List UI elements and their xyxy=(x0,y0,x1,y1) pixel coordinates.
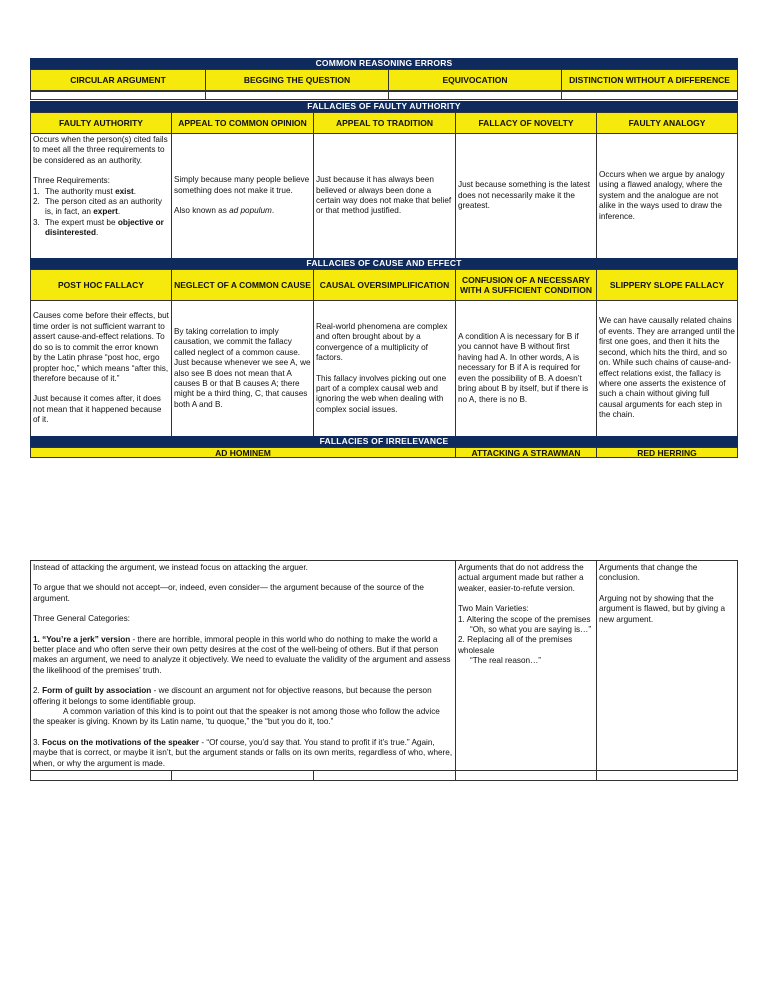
confusion-p: A condition A is necessary for B if you cannot have B without first having had A. In other words, A is necessary for B if A is required for even the possibility of B. A doesn’t bring about B by itself, but if there is no A, there is no B. xyxy=(458,332,589,404)
tradition-p: Just because it has always been believed or always been done a certain way does not make that belief or that method justified. xyxy=(316,175,452,216)
ah-cat-2: 2. Form of guilt by association - we discount an argument not for objective reasons, but because the person offering it belongs to some identifiable group. xyxy=(33,686,432,706)
header-fallacy-novelty: FALLACY OF NOVELTY xyxy=(455,112,597,134)
section-band-faulty-authority xyxy=(30,101,738,112)
rh-p2: Arguing not by showing that the argument is flawed, but by giving a new argument. xyxy=(599,593,726,624)
appeal-tradition-text xyxy=(313,133,456,259)
rh-p1: Arguments that change the conclusion. xyxy=(599,563,698,583)
header-slippery-slope: SLIPPERY SLOPE FALLACY xyxy=(596,269,738,301)
sm-v1: 1. Altering the scope of the premises xyxy=(458,614,591,624)
aco-p2: Also known as ad populum. xyxy=(174,206,275,216)
appeal-common-opinion-text xyxy=(171,133,314,259)
slippery-p: We can have causally related chains of events. They are arranged until the first one goes, and then it hits the second, which hits the third, and so on. While such chains of cause-and-effect relations exist, the fallacy is where one asserts the existence of such a chain without giving full causal arguments for each step in the chain. xyxy=(599,316,735,420)
slippery-slope-text xyxy=(596,300,738,437)
header-equivocation: EQUIVOCATION xyxy=(388,69,562,91)
causal-p1: Real-world phenomena are complex and often brought about by a convergence of a multiplicity of factors. xyxy=(316,321,448,363)
header-distinction-without-difference: DISTINCTION WITHOUT A DIFFERENCE xyxy=(561,69,738,91)
header-circular-argument: CIRCULAR ARGUMENT xyxy=(30,69,206,91)
header-attacking-strawman: ATTACKING A STRAWMAN xyxy=(455,447,597,458)
sm-p2: Two Main Varieties: xyxy=(458,604,529,614)
post-hoc-p2: Just because it comes after, it does not mean that it happened because of it. xyxy=(33,394,162,425)
fa-req-2: 2. The person cited as an authority is, in fact, an expert. xyxy=(33,197,162,217)
header-begging-the-question: BEGGING THE QUESTION xyxy=(205,69,389,91)
fallacy-novelty-text xyxy=(455,133,597,259)
fa-req-3: 3. The expert must be objective or disinterested. xyxy=(33,217,164,238)
causal-oversimplification-text xyxy=(313,300,456,437)
header-neglect-common-cause: NEGLECT OF A COMMON CAUSE xyxy=(171,269,314,301)
aco-p1: Simply because many people believe something does not make it true. xyxy=(174,175,310,195)
page-title: COMMON REASONING ERRORS xyxy=(315,58,453,68)
header-post-hoc: POST HOC FALLACY xyxy=(30,269,172,301)
empty-cell xyxy=(596,770,738,781)
header-faulty-authority: FAULTY AUTHORITY xyxy=(30,112,172,134)
ah-cat-2-variation: A common variation of this kind is to point out that the speaker is not among those who follow the advice the speaker is giving. Known by its Latin name, ‘tu quoque,” the “but you do it, too.” xyxy=(33,707,440,727)
ah-p2: To argue that we should not accept—or, indeed, even consider— the argument because of the source of the argument. xyxy=(33,583,424,603)
post-hoc-p1: Causes come before their effects, but time order is not sufficient warrant to assert cause-and-effect relations. To do so is to commit the error known by the Latin phrase “post hoc, ergo propter hoc,” which means “after this, therefore because of it.” xyxy=(33,311,169,383)
neglect-common-cause-text xyxy=(171,300,314,437)
section-title: FALLACIES OF FAULTY AUTHORITY xyxy=(307,101,461,111)
post-hoc-text xyxy=(30,300,172,437)
section-band-irrelevance xyxy=(30,436,738,447)
red-herring-text xyxy=(596,560,738,771)
analogy-p: Occurs when we argue by analogy using a flawed analogy, where the system and the analogue are not alike in the ways used to draw the inference. xyxy=(599,169,725,221)
empty-cell xyxy=(313,770,456,781)
empty-cell xyxy=(205,91,389,100)
empty-cell xyxy=(30,91,206,100)
section-title: FALLACIES OF CAUSE AND EFFECT xyxy=(306,258,462,268)
header-red-herring: RED HERRING xyxy=(596,447,738,458)
confusion-text xyxy=(455,300,597,437)
fa-req-title: Three Requirements: xyxy=(33,176,110,186)
sm-q2: “The real reason…” xyxy=(470,656,541,666)
ah-p3: Three General Categories: xyxy=(33,614,130,624)
ah-p1: Instead of attacking the argument, we instead focus on attacking the arguer. xyxy=(33,563,308,572)
page-title-band xyxy=(30,58,738,69)
ah-cat-1: 1. “You’re a jerk” version - there are horrible, immoral people in this world who do nothing to make the world a better place and who often serve their own petty desires at the cost of the well-being of others. But if that person makes an argument, we need to analyze it objectively. We need to evaluate the validity of the argument and assess the likelihood of the premises’ truth. xyxy=(33,634,451,675)
section-title: FALLACIES OF IRRELEVANCE xyxy=(319,436,449,446)
sm-p1: Arguments that do not address the actual argument made but rather a weaker, easier-to-refute version. xyxy=(458,563,584,593)
neglect-p: By taking correlation to imply causation, we commit the fallacy called neglect of a common cause. Just because whenever we see A, we also see B does not mean that A causes B or that B causes A; there might be a third thing, C, that causes both A and B. xyxy=(174,326,311,409)
ad-hominem-text xyxy=(30,560,456,771)
strawman-text xyxy=(455,560,597,771)
empty-cell xyxy=(455,770,597,781)
header-ad-hominem: AD HOMINEM xyxy=(30,447,456,458)
fa-req-1: 1. The authority must exist. xyxy=(33,186,137,196)
empty-cell xyxy=(30,770,172,781)
causal-p2: This fallacy involves picking out one part of a complex causal web and ignoring the web when dealing with complex social issues. xyxy=(316,373,447,414)
header-appeal-common-opinion: APPEAL TO COMMON OPINION xyxy=(171,112,314,134)
header-causal-oversimplification: CAUSAL OVERSIMPLIFICATION xyxy=(313,269,456,301)
faulty-authority-text xyxy=(30,133,172,259)
sm-q1: “Oh, so what you are saying is…” xyxy=(470,625,592,635)
sm-v2: 2. Replacing all of the premises wholesale xyxy=(458,635,573,655)
empty-cell xyxy=(171,770,314,781)
ah-cat-3: 3. Focus on the motivations of the speaker - “Of course, you’d say that. You stand to profit if it’s true.” Again, maybe that is correct, or maybe it isn’t, but the argument stands or falls on its own merits, regardless of who, where, when, or why the argument is made. xyxy=(33,737,453,768)
empty-cell xyxy=(561,91,738,100)
header-confusion-necessary-sufficient: CONFUSION OF A NECESSARY WITH A SUFFICIENT CONDITION xyxy=(455,269,597,301)
header-faulty-analogy: FAULTY ANALOGY xyxy=(596,112,738,134)
empty-cell xyxy=(388,91,562,100)
faulty-analogy-text xyxy=(596,133,738,259)
fa-intro: Occurs when the person(s) cited fails to meet all the three requirements to be considered as an authority. xyxy=(33,135,168,165)
section-band-cause-effect xyxy=(30,258,738,269)
novelty-p: Just because something is the latest does not necessarily make it the greatest. xyxy=(458,180,590,211)
header-appeal-tradition: APPEAL TO TRADITION xyxy=(313,112,456,134)
